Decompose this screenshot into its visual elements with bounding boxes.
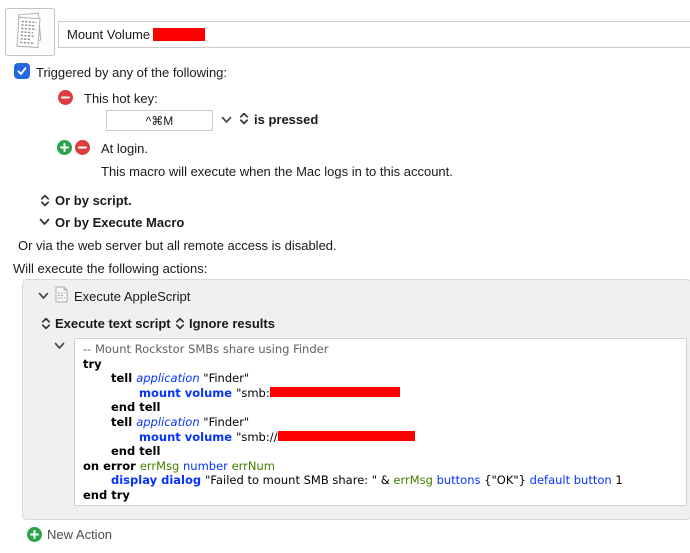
macro-title-field[interactable]	[58, 21, 690, 48]
execute-applescript-action	[22, 279, 690, 520]
script-token: 1	[611, 473, 623, 488]
hotkey-trigger-label: This hot key:	[84, 91, 158, 106]
script-token: default button	[529, 473, 612, 488]
script-disclosure-button[interactable]	[54, 342, 65, 350]
script-line	[75, 386, 686, 401]
new-action-label: New Action	[47, 527, 113, 542]
redaction-bar	[153, 28, 205, 41]
macro-icon-well[interactable]	[5, 8, 55, 56]
or-by-execute-macro-label[interactable]: Or by Execute Macro	[55, 215, 185, 230]
chevron-down-icon	[38, 292, 49, 300]
script-token: "smb://	[236, 429, 278, 444]
script-token: tell	[111, 414, 137, 429]
plus-circle-icon	[27, 527, 42, 542]
script-token: end try	[83, 487, 130, 502]
up-down-chevrons-icon	[239, 112, 249, 125]
hotkey-value: ^⌘M	[145, 113, 174, 128]
triggered-by-checkbox[interactable]	[14, 63, 30, 79]
script-token: "Finder"	[199, 371, 250, 386]
remove-hotkey-trigger-button[interactable]	[58, 90, 73, 105]
script-token: -- Mount Rockstor SMBs share using Finder	[83, 342, 329, 356]
script-token: errNum	[231, 458, 275, 473]
script-token: end tell	[111, 400, 161, 415]
script-document-icon	[12, 12, 48, 52]
login-trigger-label: At login.	[101, 141, 148, 156]
applescript-editor[interactable]	[74, 338, 687, 506]
script-token: "smb:	[236, 385, 270, 400]
web-server-note: Or via the web server but all remote access is disabled.	[18, 238, 337, 253]
remove-login-trigger-button[interactable]	[75, 140, 90, 155]
hotkey-condition-label[interactable]: is pressed	[254, 112, 319, 127]
script-line	[75, 415, 686, 430]
script-token: errMsg	[139, 458, 180, 473]
script-body	[75, 339, 686, 503]
hotkey-input[interactable]	[106, 110, 213, 131]
script-line	[75, 473, 686, 488]
script-token: tell	[111, 371, 137, 386]
or-by-script-label[interactable]: Or by script.	[55, 193, 132, 208]
script-token: on error	[83, 458, 140, 473]
script-mode-label[interactable]: Execute text script	[55, 316, 171, 331]
checkmark-icon	[16, 65, 28, 77]
script-line	[75, 459, 686, 474]
script-token: number	[183, 458, 228, 473]
up-down-chevrons-icon	[40, 194, 50, 207]
script-line	[75, 488, 686, 503]
script-token: application	[136, 414, 200, 429]
script-token: {"OK"}	[480, 473, 530, 488]
script-token: display dialog	[111, 473, 206, 488]
minus-circle-icon	[75, 140, 90, 155]
hotkey-dropdown-button[interactable]	[221, 116, 232, 124]
script-line	[75, 430, 686, 445]
redaction-bar	[270, 387, 400, 397]
login-trigger-description: This macro will execute when the Mac logs in to this account.	[101, 164, 453, 179]
script-token: application	[136, 371, 200, 386]
action-title: Execute AppleScript	[74, 289, 191, 304]
script-token: end tell	[111, 444, 161, 459]
chevron-down-icon	[39, 218, 50, 226]
chevron-down-icon	[221, 116, 232, 124]
script-line	[75, 444, 686, 459]
or-by-execute-macro-expander[interactable]	[39, 218, 50, 226]
script-token: "Failed to mount SMB share: " &	[205, 473, 394, 488]
script-mode-popup[interactable]	[41, 317, 51, 330]
add-trigger-button[interactable]	[57, 140, 72, 155]
new-action-button[interactable]	[27, 527, 112, 542]
script-line	[75, 371, 686, 386]
up-down-chevrons-icon	[175, 317, 185, 330]
will-execute-label: Will execute the following actions:	[13, 261, 208, 276]
triggered-by-label: Triggered by any of the following:	[36, 65, 228, 80]
minus-circle-icon	[58, 90, 73, 105]
script-token: errMsg	[393, 473, 433, 488]
script-token: mount volume	[139, 385, 237, 400]
script-token: buttons	[436, 473, 481, 488]
script-token: try	[83, 356, 102, 371]
up-down-chevrons-icon	[41, 317, 51, 330]
redaction-bar	[278, 431, 415, 441]
results-mode-popup[interactable]	[175, 317, 185, 330]
or-by-script-expander[interactable]	[40, 194, 50, 207]
action-disclosure-button[interactable]	[38, 292, 49, 300]
script-line	[75, 342, 686, 357]
macro-title-text: Mount Volume	[67, 27, 151, 42]
hotkey-condition-popup[interactable]	[239, 112, 249, 125]
script-line	[75, 357, 686, 372]
script-token: "Finder"	[199, 414, 250, 429]
script-token: mount volume	[139, 429, 237, 444]
chevron-down-icon	[54, 342, 65, 350]
script-line	[75, 400, 686, 415]
plus-circle-icon	[57, 140, 72, 155]
results-mode-label[interactable]: Ignore results	[189, 316, 275, 331]
applescript-document-icon	[55, 286, 68, 308]
